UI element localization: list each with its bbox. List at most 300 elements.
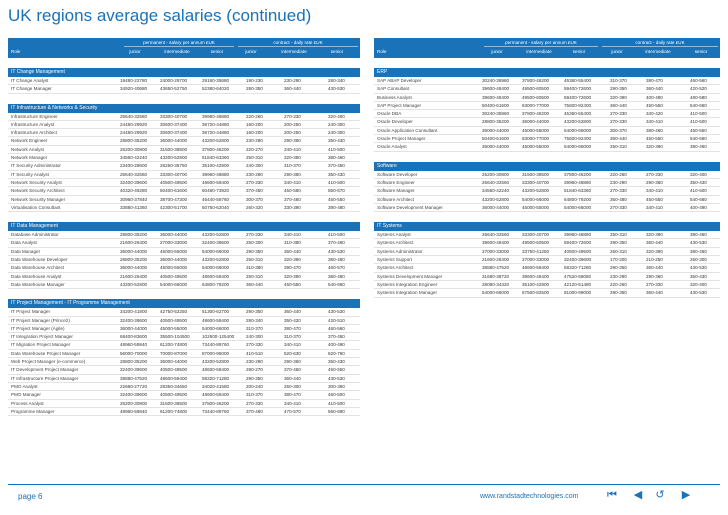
salary-cell: 430-530 <box>690 290 707 296</box>
category-heading: IT Data Management <box>8 222 360 231</box>
salary-cell: 42750-52250 <box>160 309 188 315</box>
permanent-header: permanent - salary per annum £UK <box>505 40 577 45</box>
page-number: page 6 <box>18 492 43 501</box>
junior-header: junior <box>611 49 623 54</box>
salary-cell: 25200-30800 <box>120 400 148 406</box>
senior-header: senior <box>210 49 224 54</box>
salary-cell: 320-390 <box>646 144 663 150</box>
salary-cell: 43200-52800 <box>202 359 230 365</box>
salary-cell: 370-460 <box>246 408 263 414</box>
table-row <box>8 248 360 256</box>
salary-cell: 480-580 <box>690 94 707 100</box>
salary-cell: 340-410 <box>284 232 301 238</box>
salary-cell: 30960-37840 <box>120 196 148 202</box>
section-spacer <box>8 94 360 104</box>
salary-cell: 400-490 <box>328 342 345 348</box>
salary-cell: 270-330 <box>246 400 263 406</box>
role-name: Data Warehouse Developer <box>11 257 68 263</box>
salary-cell: 21600-26400 <box>120 273 148 279</box>
salary-cell: 220-270 <box>246 146 263 152</box>
salary-cell: 460-560 <box>328 325 345 331</box>
salary-cell: 28800-35200 <box>120 232 148 238</box>
table-row <box>374 289 720 297</box>
salary-cell: 30240-36960 <box>482 78 510 83</box>
table-row <box>374 127 720 135</box>
salary-cell: 33880-41360 <box>120 204 148 210</box>
role-name: Network Engineer <box>11 138 48 144</box>
salary-cell: 290-350 <box>610 86 627 92</box>
table-row <box>374 179 720 187</box>
left-table-header <box>8 38 360 58</box>
table-row <box>374 187 720 195</box>
header-rule <box>602 46 718 47</box>
salary-cell: 430-530 <box>328 375 345 381</box>
salary-cell: 380-460 <box>690 248 707 254</box>
salary-cell: 230-290 <box>246 138 263 144</box>
salary-cell: 380-460 <box>328 155 345 161</box>
salary-cell: 240-300 <box>328 121 345 127</box>
table-row <box>8 391 360 399</box>
salary-cell: 61200-74800 <box>160 408 188 414</box>
role-name: Systems Integration Manager <box>377 290 438 296</box>
salary-cell: 380-460 <box>328 273 345 279</box>
first-page-icon[interactable]: ⏮ <box>607 489 617 501</box>
table-row <box>8 204 360 212</box>
header-rule <box>124 46 234 47</box>
category-heading: IT Infrastructure & Networks & Security <box>8 104 360 113</box>
salary-cell: 160-200 <box>246 130 263 136</box>
salary-cell: 43200-52800 <box>564 119 592 125</box>
table-row <box>8 317 360 325</box>
table-row <box>374 110 720 118</box>
salary-cell: 42300-51700 <box>160 204 188 210</box>
salary-cell: 280-340 <box>328 78 345 83</box>
salary-cell: 32400-39600 <box>120 179 148 185</box>
salary-cell: 270-330 <box>610 119 627 125</box>
intermediate-header: intermediate <box>281 49 307 54</box>
table-row <box>374 248 720 256</box>
salary-cell: 31500-38500 <box>160 400 188 406</box>
salary-cell: 360-440 <box>246 281 263 287</box>
salary-cell: 70000-87000 <box>160 350 188 356</box>
salary-cell: 29160-35680 <box>202 78 230 83</box>
section-spacer <box>374 212 720 222</box>
salary-cell: 390-480 <box>328 204 345 210</box>
salary-cell: 390-470 <box>284 265 301 271</box>
table-row <box>8 308 360 316</box>
salary-cell: 33300-40700 <box>160 171 188 177</box>
right-table-body <box>374 58 720 298</box>
role-name: IT Migration Project Manager <box>11 342 71 348</box>
salary-cell: 350-430 <box>328 171 345 177</box>
salary-cell: 43200-52800 <box>202 232 230 238</box>
salary-cell: 460-570 <box>328 265 345 271</box>
table-row <box>374 118 720 126</box>
salary-cell: 75600-92400 <box>564 102 592 108</box>
salary-cell: 310-380 <box>284 240 301 246</box>
salary-cell: 410-500 <box>690 111 707 117</box>
salary-cell: 550-670 <box>328 188 345 194</box>
salary-cell: 360-440 <box>284 86 301 92</box>
role-name: Infrastructure Architect <box>11 130 57 136</box>
role-name: IT Infrastructure Project Manager <box>11 375 79 381</box>
salary-cell: 380-470 <box>284 325 301 331</box>
salary-cell: 190-230 <box>246 78 263 83</box>
role-name: IT Change Manager <box>11 86 52 92</box>
salary-cell: 54000-66000 <box>564 127 592 133</box>
salary-cell: 56000-70000 <box>120 350 148 356</box>
salary-cell: 360-440 <box>610 102 627 108</box>
salary-cell: 45000-55000 <box>160 325 188 331</box>
salary-cell: 220-260 <box>610 171 627 177</box>
salary-cell: 36000-44000 <box>120 325 148 331</box>
salary-cell: 320-390 <box>284 155 301 161</box>
salary-cell: 430-530 <box>328 309 345 315</box>
table-row <box>8 333 360 341</box>
role-name: PMO Analyst <box>11 383 38 389</box>
salary-cell: 25200-30800 <box>482 171 510 177</box>
salary-cell: 370-450 <box>246 188 263 194</box>
role-name: Process Analyst <box>11 400 44 406</box>
salary-cell: 250-300 <box>690 257 707 263</box>
salary-cell: 27000-33000 <box>522 257 550 263</box>
role-name: IT Security Analyst <box>11 171 49 177</box>
salary-cell: 33300-40700 <box>160 113 188 119</box>
role-name: Network Security Analyst <box>11 179 62 185</box>
salary-cell: 52380-64020 <box>202 86 230 92</box>
salary-cell: 250-310 <box>610 144 627 150</box>
role-name: Data Manager <box>11 248 41 254</box>
salary-cell: 54000-66000 <box>522 196 550 202</box>
salary-cell: 31500-38500 <box>522 171 550 177</box>
salary-cell: 410-500 <box>328 400 345 406</box>
salary-cell: 36000-44000 <box>160 359 188 365</box>
salary-cell: 340-410 <box>646 204 663 210</box>
table-row <box>8 85 360 93</box>
salary-cell: 34020-41580 <box>202 383 230 389</box>
table-row <box>374 256 720 264</box>
role-name: Software Development Manager <box>377 204 443 210</box>
salary-cell: 36720-44880 <box>202 121 230 127</box>
salary-cell: 28800-35200 <box>120 138 148 144</box>
salary-cell: 330-390 <box>284 204 301 210</box>
section-spacer <box>8 289 360 299</box>
role-name: Software Engineer <box>377 179 415 185</box>
salary-cell: 40500-49500 <box>160 392 188 398</box>
section-spacer <box>8 212 360 222</box>
category-heading: IT Project Management - IT Programme Management <box>8 299 360 308</box>
salary-cell: 270-330 <box>610 204 627 210</box>
salary-cell: 360-440 <box>646 86 663 92</box>
salary-cell: 360-440 <box>646 265 663 271</box>
salary-cell: 28080-34320 <box>482 281 510 287</box>
role-name: Systems Administrator <box>377 248 423 254</box>
salary-cell: 36000-44000 <box>482 127 510 133</box>
salary-cell: 43200-52800 <box>482 196 510 202</box>
role-name: Systems Development Manager <box>377 273 443 279</box>
salary-cell: 35100-42900 <box>522 281 550 287</box>
table-row <box>374 77 720 85</box>
salary-cell: 43200-52800 <box>160 155 188 161</box>
salary-cell: 430-530 <box>328 248 345 254</box>
role-name: Systems Architect <box>377 240 414 246</box>
salary-cell: 360-440 <box>284 375 301 381</box>
salary-cell: 54000-66000 <box>202 248 230 254</box>
salary-cell: 19480-22780 <box>120 78 148 83</box>
salary-cell: 45000-55000 <box>160 265 188 271</box>
salary-cell: 460-500 <box>328 392 345 398</box>
salary-cell: 360-440 <box>284 309 301 315</box>
left-table-body <box>8 58 360 416</box>
salary-cell: 26640-32560 <box>120 171 148 177</box>
role-header: Role <box>377 49 387 54</box>
table-row <box>8 273 360 281</box>
salary-cell: 540-660 <box>328 281 345 287</box>
table-row <box>8 325 360 333</box>
salary-cell: 34560-42240 <box>120 155 148 161</box>
role-name: Data Analyst <box>11 240 37 246</box>
role-name: Data Warehouse Analyst <box>11 273 62 279</box>
table-row <box>374 239 720 247</box>
salary-cell: 320-390 <box>284 273 301 279</box>
salary-cell: 270-330 <box>610 188 627 194</box>
salary-cell: 230-290 <box>610 179 627 185</box>
salary-cell: 28800-35200 <box>120 359 148 365</box>
salary-cell: 45360-55400 <box>564 78 592 83</box>
salary-cell: 450-550 <box>328 196 345 202</box>
senior-header: senior <box>572 49 586 54</box>
salary-cell: 48600-59400 <box>202 179 230 185</box>
table-row <box>8 129 360 137</box>
salary-cell: 250-310 <box>246 155 263 161</box>
salary-cell: 51840-63360 <box>202 155 230 161</box>
salary-cell: 220-260 <box>246 113 263 119</box>
salary-cell: 370-460 <box>328 240 345 246</box>
salary-cell: 38880-47520 <box>120 375 148 381</box>
role-name: Software Architect <box>377 196 415 202</box>
table-row <box>8 358 360 366</box>
salary-cell: 280-350 <box>246 86 263 92</box>
role-name: Systems Integration Engineer <box>377 281 438 287</box>
salary-cell: 340-410 <box>284 146 301 152</box>
salary-cell: 290-350 <box>246 375 263 381</box>
salary-cell: 35500-104500 <box>160 334 190 340</box>
salary-cell: 320-390 <box>646 248 663 254</box>
salary-cell: 370-450 <box>328 334 345 340</box>
salary-cell: 430-530 <box>328 86 345 92</box>
salary-cell: 470-570 <box>284 408 301 414</box>
salary-cell: 320-400 <box>690 281 707 287</box>
salary-cell: 270-330 <box>646 281 663 287</box>
salary-cell: 36000-44000 <box>522 119 550 125</box>
role-name: Software Manager <box>377 188 415 194</box>
salary-cell: 31500-38500 <box>160 146 188 152</box>
salary-cell: 50400-61600 <box>482 136 510 142</box>
table-row <box>8 375 360 383</box>
salary-cell: 35100-42900 <box>202 163 230 169</box>
salary-cell: 28250-35750 <box>160 163 188 169</box>
permanent-header: permanent - salary per annum £UK <box>143 40 215 45</box>
salary-cell: 410-500 <box>328 146 345 152</box>
salary-cell: 290-360 <box>284 138 301 144</box>
role-name: IT Project Manager <box>11 309 50 315</box>
table-row <box>8 408 360 416</box>
salary-cell: 250-310 <box>610 248 627 254</box>
salary-cell: 36000-44000 <box>120 265 148 271</box>
salary-cell: 380-460 <box>328 257 345 263</box>
table-row <box>8 239 360 247</box>
salary-cell: 48600-59400 <box>202 317 230 323</box>
salary-cell: 320-400 <box>690 171 707 177</box>
salary-cell: 39960-48880 <box>564 232 592 238</box>
salary-cell: 380-470 <box>646 78 663 83</box>
salary-cell: 350-430 <box>690 179 707 185</box>
salary-cell: 340-410 <box>284 400 301 406</box>
salary-cell: 43650-52750 <box>160 86 188 92</box>
table-row <box>8 341 360 349</box>
salary-cell: 45000-55000 <box>522 144 550 150</box>
salary-cell: 370-460 <box>284 367 301 373</box>
salary-cell: 37800-46200 <box>522 111 550 117</box>
salary-cell: 290-360 <box>646 273 663 279</box>
salary-cell: 230-290 <box>284 78 301 83</box>
salary-cell: 220-260 <box>610 281 627 287</box>
role-name: Oracle Application Consultant <box>377 127 438 133</box>
salary-cell: 51300-62700 <box>202 309 230 315</box>
table-row <box>8 77 360 85</box>
salary-cell: 50760-62040 <box>202 204 230 210</box>
table-row <box>374 143 720 151</box>
salary-cell: 300-370 <box>610 127 627 133</box>
salary-cell: 240-300 <box>246 163 263 169</box>
salary-cell: 49500-60500 <box>522 94 550 100</box>
previous-page-icon[interactable]: ◀ <box>633 489 643 501</box>
salary-cell: 280-270 <box>246 367 263 373</box>
salary-cell: 350-430 <box>690 273 707 279</box>
right-table <box>374 38 720 298</box>
salary-cell: 21600-26400 <box>482 257 510 263</box>
salary-cell: 410-500 <box>328 179 345 185</box>
salary-cell: 49500-60500 <box>522 86 550 92</box>
salary-cell: 200-240 <box>246 383 263 389</box>
salary-cell: 28800-35200 <box>120 257 148 263</box>
salary-cell: 43200-52800 <box>202 138 230 144</box>
salary-cell: 410-500 <box>690 188 707 194</box>
role-name: Oracle Analyst <box>377 144 407 150</box>
role-name: PMO Manager <box>11 392 41 398</box>
salary-cell: 59400-72600 <box>564 94 592 100</box>
salary-cell: 560-690 <box>328 408 345 414</box>
role-name: Infrastructure Analyst <box>11 121 55 127</box>
salary-cell: 36000-44000 <box>120 248 148 254</box>
intermediate-header: intermediate <box>526 49 552 54</box>
website-link[interactable]: www.randstadtechnologies.com <box>480 493 579 500</box>
salary-cell: 430-530 <box>690 265 707 271</box>
role-name: Oracle DBA <box>377 111 402 117</box>
salary-cell: 34920-40680 <box>120 86 148 92</box>
salary-cell: 300-360 <box>328 383 345 389</box>
salary-cell: 48600-59400 <box>160 375 188 381</box>
table-row <box>8 196 360 204</box>
salary-cell: 37800-46200 <box>202 146 230 152</box>
salary-cell: 270-330 <box>284 113 301 119</box>
salary-cell: 230-290 <box>246 171 263 177</box>
table-row <box>8 383 360 391</box>
salary-cell: 48960-59840 <box>120 408 148 414</box>
role-name: IT Development Project Manager <box>11 367 79 373</box>
salary-cell: 48960-59840 <box>120 342 148 348</box>
table-row <box>8 400 360 408</box>
salary-cell: 24000-29700 <box>160 78 188 83</box>
table-row <box>374 264 720 272</box>
salary-cell: 22680-27720 <box>120 383 148 389</box>
next-page-icon[interactable]: ▶ <box>681 489 691 501</box>
salary-cell: 450-550 <box>646 136 663 142</box>
salary-cell: 39600-48400 <box>522 273 550 279</box>
salary-cell: 340-410 <box>646 188 663 194</box>
role-name: Data Warehouse Manager <box>11 281 65 287</box>
salary-cell: 39600-48400 <box>482 94 510 100</box>
category-heading: ERP <box>374 68 720 77</box>
back-icon[interactable]: ↺ <box>655 489 665 501</box>
salary-cell: 58320-71280 <box>564 265 592 271</box>
salary-cell: 48600-59400 <box>202 367 230 373</box>
role-name: Network Analyst <box>11 146 44 152</box>
salary-cell: 32400-39600 <box>564 257 592 263</box>
salary-cell: 460-560 <box>690 78 707 83</box>
salary-cell: 54000-66000 <box>564 144 592 150</box>
table-row <box>8 350 360 358</box>
junior-header: junior <box>129 49 141 54</box>
salary-cell: 34560-42240 <box>482 188 510 194</box>
page-title: UK regions average salaries (continued) <box>8 6 312 25</box>
table-row <box>374 231 720 239</box>
role-name: Software Developer <box>377 171 418 177</box>
section-spacer <box>374 58 720 68</box>
salary-cell: 360-480 <box>610 196 627 202</box>
table-row <box>8 231 360 239</box>
salary-cell: 210-250 <box>646 257 663 263</box>
salary-cell: 43200-52800 <box>120 281 148 287</box>
salary-cell: 350-430 <box>328 138 345 144</box>
salary-cell: 340-410 <box>284 342 301 348</box>
salary-cell: 50400-61600 <box>482 102 510 108</box>
role-name: Systems Architect <box>377 265 414 271</box>
salary-cell: 24480-29920 <box>120 130 148 136</box>
salary-cell: 310-370 <box>610 78 627 83</box>
salary-cell: 75600-92400 <box>564 136 592 142</box>
salary-cell: 270-330 <box>246 232 263 238</box>
salary-cell: 200-250 <box>284 121 301 127</box>
role-name: Systems Analyst <box>377 232 411 238</box>
salary-cell: 260-320 <box>246 204 263 210</box>
salary-cell: 23400-28600 <box>120 163 148 169</box>
role-name: Oracle Developer <box>377 119 413 125</box>
salary-cell: 270-330 <box>610 111 627 117</box>
salary-cell: 340-410 <box>646 119 663 125</box>
salary-cell: 360-440 <box>610 136 627 142</box>
salary-cell: 360-440 <box>284 248 301 254</box>
salary-cell: 68400-83600 <box>120 334 148 340</box>
salary-cell: 270-330 <box>246 342 263 348</box>
intermediate-header: intermediate <box>645 49 671 54</box>
salary-cell: 48600-59400 <box>522 265 550 271</box>
salary-cell: 58320-71280 <box>202 375 230 381</box>
salary-cell: 200-250 <box>284 130 301 136</box>
role-name: IT Project Manager (Prince2) <box>11 317 70 323</box>
role-name: Database Administrator <box>11 232 59 238</box>
role-name: Data Warehouse Project Manager <box>11 350 81 356</box>
